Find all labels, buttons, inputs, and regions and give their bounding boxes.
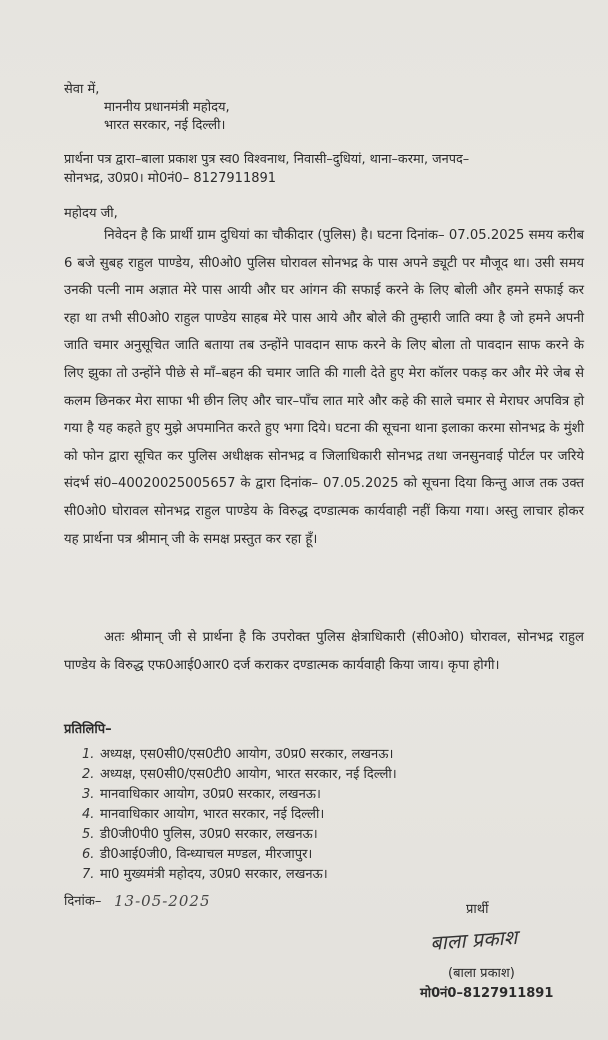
list-item-text: डी0आई0जी0, विन्ध्याचल मण्डल, मीरजापुर।	[100, 847, 313, 862]
applicant-label: प्रार्थी	[466, 902, 489, 917]
list-item	[82, 864, 328, 882]
body-paragraph-1: निवेदन है कि प्रार्थी ग्राम दुधियां का चौकीदार (पुलिस) है। घटना दिनांक– 07.05.2025 समय करीब 6 बजे सुबह राहुल पाण्डेय, सी0ओ0 पुलिस घोरावल सोनभद्र के पास अपने ड्यूटी पर मौजूद था। उसी समय उनकी पत्नी नाम अज्ञात मेरे पास आयी और घर आंगन की सफाई करने के लिए बोली और हमने सफाई कर रहा था तभी सी0ओ0 राहुल पाण्डेय साहब मेरे पास आये और बोले की तुम्हारी जाति क्या है जो हमने अपनी जाति चमार अनुसूचित जाति बताया तब उन्होंने पावदान साफ करने के लिए बोला तो पावदान साफ करने के लिए झुका तो उन्होंने पीछे से माँ–बहन की चमार जाति की गाली देते हुए मेरा कॉलर पकड़ कर और मेरे जेब से कलम छिनकर मेरा साफा भी छीन लिए और चार–पाँच लात मारे और कहे की साले चमार से मेराघर अपवित्र हो गया है यह कहते हुए मुझे अपमानित करते हुए भगा दिये। घटना की सूचना थाना इलाका करमा सोनभद्र के मुंशी को फोन द्वारा सूचित कर पुलिस अधीक्षक सोनभद्र व जिलाधिकारी सोनभद्र तथा जनसुनवाई पोर्टल पर जरिये संदर्भ सं0–40020025005657 के द्वारा दिनांक– 07.05.2025 को सूचना दिया किन्तु आज तक उक्त सी0ओ0 घोरावल सोनभद्र राहुल पाण्डेय के विरुद्ध दण्डात्मक कार्यवाही नहीं किया गया। अस्तु लाचार होकर यह प्रार्थना पत्र श्रीमान् जी के समक्ष प्रस्तुत कर रहा हूँ।	[64, 228, 584, 547]
applicant-mobile: मो0नं0–8127911891	[420, 986, 554, 1001]
signature: बाला प्रकाश	[429, 924, 518, 956]
subject-line-1: प्रार्थना पत्र द्वारा–बाला प्रकाश पुत्र स्व0 विश्वनाथ, निवासी–दुधियां, थाना–करमा, जनपद–	[64, 152, 470, 167]
subject-line-2: सोनभद्र, उ0प्र0। मो0नं0– 8127911891	[64, 171, 277, 186]
greeting: महोदय जी,	[64, 206, 118, 221]
list-item-number: 4.	[82, 807, 95, 822]
date-label: दिनांक–	[64, 894, 102, 909]
list-item-number: 7.	[82, 867, 95, 882]
list-item	[82, 804, 324, 822]
list-item-text: मा0 मुख्यमंत्री महोदय, उ0प्र0 सरकार, लखनऊ।	[100, 867, 328, 882]
list-item	[82, 824, 318, 842]
list-item-number: 3.	[82, 787, 95, 802]
list-item	[82, 844, 312, 862]
salutation-to: सेवा में,	[64, 82, 100, 97]
list-item-text: डी0जी0पी0 पुलिस, उ0प्र0 सरकार, लखनऊ।	[100, 827, 318, 842]
list-item-text: मानवाधिकार आयोग, भारत सरकार, नई दिल्ली।	[100, 807, 325, 822]
copies-heading: प्रतिलिपि–	[64, 722, 112, 737]
date-handwritten: 13-05-2025	[114, 892, 211, 910]
list-item-text: अध्यक्ष, एस0सी0/एस0टी0 आयोग, उ0प्र0 सरकार, लखनऊ।	[100, 747, 394, 762]
list-item-number: 2.	[82, 767, 95, 782]
list-item-number: 5.	[82, 827, 95, 842]
addressee-line-1: माननीय प्रधानमंत्री महोदय,	[104, 100, 230, 115]
list-item	[82, 744, 393, 762]
list-item	[82, 764, 397, 782]
addressee-line-2: भारत सरकार, नई दिल्ली।	[104, 118, 226, 133]
applicant-name: (बाला प्रकाश)	[448, 966, 515, 981]
list-item-text: मानवाधिकार आयोग, उ0प्र0 सरकार, लखनऊ।	[100, 787, 321, 802]
list-item-number: 6.	[82, 847, 95, 862]
list-item-text: अध्यक्ष, एस0सी0/एस0टी0 आयोग, भारत सरकार, नई दिल्ली।	[100, 767, 397, 782]
list-item-number: 1.	[82, 747, 95, 762]
body-paragraph-2: अतः श्रीमान् जी से प्रार्थना है कि उपरोक्त पुलिस क्षेत्राधिकारी (सी0ओ0) घोरावल, सोनभद्र राहुल पाण्डेय के विरुद्ध एफ0आई0आर0 दर्ज कराकर दण्डात्मक कार्यवाही किया जाय। कृपा होगी।	[64, 630, 584, 673]
list-item	[82, 784, 321, 802]
